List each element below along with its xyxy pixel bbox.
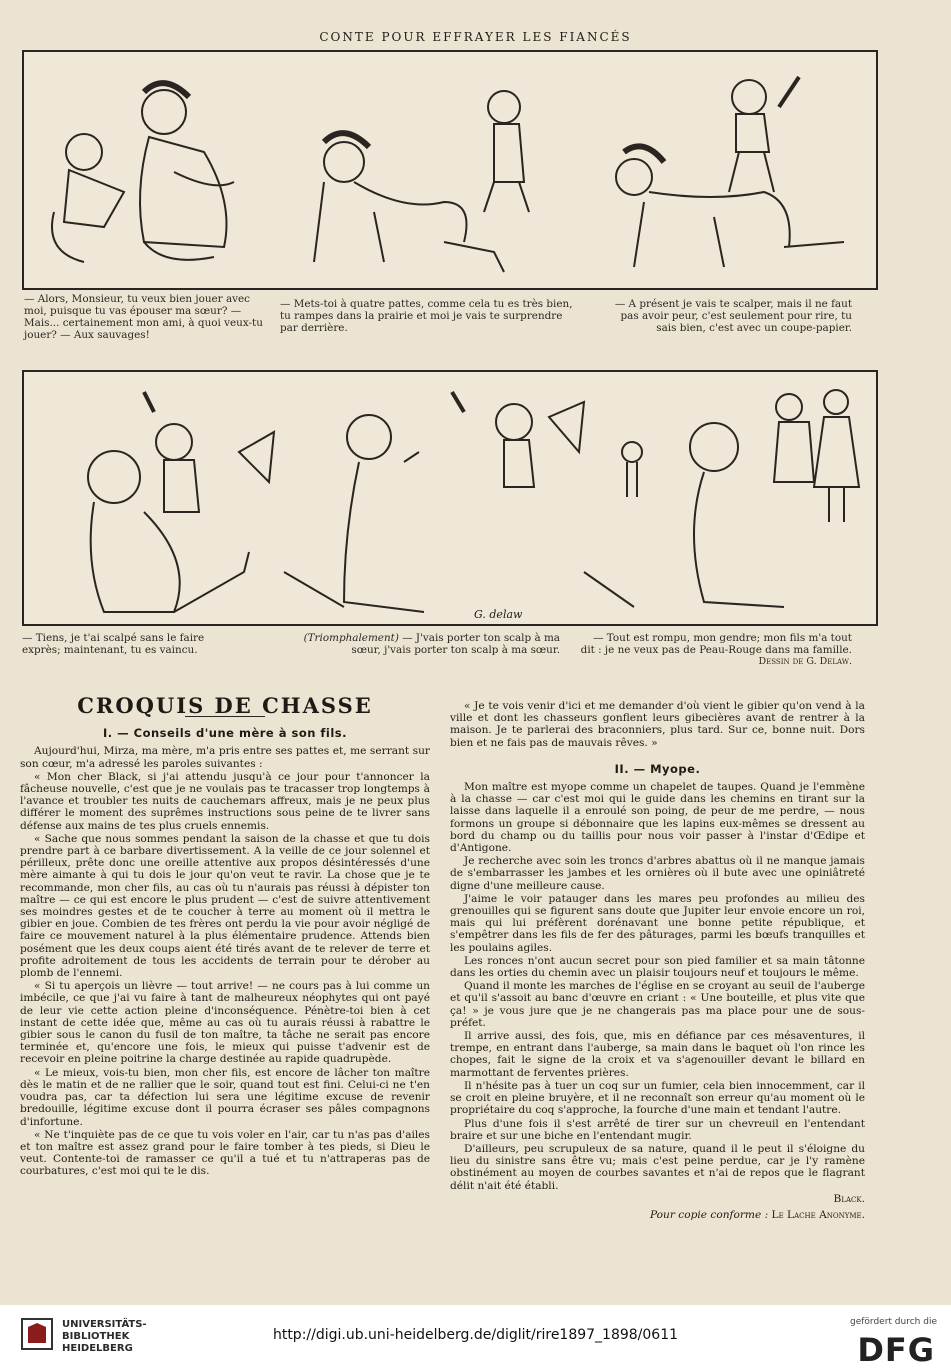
comic-panel-bottom (22, 370, 878, 626)
permalink-url[interactable]: http://digi.ub.uni-heidelberg.de/diglit/rire1897_1898/0611 (272, 1327, 679, 1343)
copy-conforme (450, 1209, 865, 1221)
paragraph: Mon maître est myope comme un chapelet de taupes. Quand je l'emmène à la chasse — car c'est moi qui le guide dans les chemins en tirant sur la laisse dans laquelle il a enroulé son poing, de peur de me perdre, — nous formons un groupe si débonnaire que les lapins eux-mêmes se dressent au bord du champ ou du taillis pour nous voir passer à l'instar d'Œdipe et d'Antigone. (450, 781, 865, 855)
caption-scene-5-stage-direction: (Triomphalement) (303, 632, 399, 644)
paragraph: Plus d'une fois il s'est arrêté de tirer sur un chevreuil en l'entendant braire et sur une biche en l'entendant mugir. (450, 1117, 865, 1142)
paragraph: « Le mieux, vois-tu bien, mon cher fils, est encore de lâcher ton maître dès le matin et de ne rallier que le soir, quand tout est fini. Celui-ci ne t'en voudra pas, car ta défection lui sera une légitime excuse de revenir bredouille, légitime excuse dont il pourra écraser ses pâles compagnons d'infortune. (20, 1066, 430, 1128)
copy-name: Le Lache Anonyme. (771, 1208, 865, 1221)
caption-scene-5 (280, 632, 560, 656)
paragraph: J'aime le voir patauger dans les mares peu profondes au milieu des grenouilles qui se figurent sans doute que Jupiter leur envoie encore un roi, mais qui lui préfèrent dorénavant une bonne petite république, et s'empêtrer dans les fils de fer des pâturages, parmi les bœufs tranquilles et les poulains agiles. (450, 892, 865, 954)
library-name-line: BIBLIOTHEK (62, 1331, 130, 1342)
paragraph: « Si tu aperçois un lièvre — tout arrive! — ne cours pas à lui comme un imbécile, ce que j'ai vu faire à tant de malheureux néophytes qui ont payé de leur vie cette action pleine d'inconséquence. Pénètre-toi bien à cet instant de cette idée que, même au cas où tu aurais réussi à rabattre le gibier sous le canon du fusil de ton maître, ta tâche ne serait pas encore terminée et, qu'encore une fois, le mieux qui puisse t'advenir est de recevoir en pleine poitrine la charge destinée au rapide quadrupède. (20, 980, 430, 1066)
caption-scene-1: — Alors, Monsieur, tu veux bien jouer avec moi, puisque tu vas épouser ma sœur? — Mais... certainement mon ami, à quoi veux-tu jouer? — Aux sauvages! (24, 293, 263, 341)
caption-scene-5-text: — J'vais porter ton scalp à ma sœur, j'vais porter ton scalp à ma sœur. (351, 632, 560, 656)
running-title: CONTE POUR EFFRAYER LES FIANCÉS (319, 30, 632, 44)
caption-scene-3: — A présent je vais te scalper, mais il ne faut pas avoir peur, c'est seulement pour rire, tu sais bien, c'est avec un coupe-papier. (614, 298, 852, 334)
footer-bar (0, 1305, 951, 1370)
article-signature: Black. (833, 1192, 865, 1205)
paragraph: « Sache que nous sommes pendant la saison de la chasse et que tu dois prendre part à ce barbare divertissement. A la veille de ce jour solennel et périlleux, prête donc une oreille attentive aux propos désintéressés d'une mère aimante à qui tu dois le jour qu'on veut te ravir. La chose que je te recommande, mon cher fils, au cas où tu n'aurais pas réussi à dépister ton maître — ce qui est encore le plus prudent — c'est de suivre attentivement ses moindres gestes et de te coucher à terre au moment où il mettra le gibier en joue. Combien de tes frères ont perdu la vie pour avoir négligé de faire ce mouvement naturel à la plus élémentaire prudence. Attends bien posément que les deux coups aient été tirés avant de te relever de terre et profite adroitement de tous les accidents de terrain pour te dérober au plomb de l'ennemi. (20, 832, 430, 980)
caption-scene-4: — Tiens, je t'ai scalpé sans le faire exprès; maintenant, tu es vaincu. (22, 632, 205, 656)
paragraph: Il arrive aussi, des fois, que, mis en défiance par ces mésaventures, il trempe, en entrant dans l'auberge, sa main dans le baquet où l'on rince les chopes, fait le signe de la croix et va s'agenouiller devant le billard en marmottant de ferventes prières. (450, 1030, 865, 1079)
funding-note: gefördert durch die (850, 1317, 937, 1327)
paragraph: Je recherche avec soin les troncs d'arbres abattus où il ne manque jamais de s'embarrasser les jambes et les ornières où il bute avec une opiniâtreté digne d'une meilleure cause. (450, 855, 865, 892)
caption-scene-2: — Mets-toi à quatre pattes, comme cela tu es très bien, tu rampes dans la prairie et moi je vais te surprendre par derrière. (280, 298, 573, 334)
caption-scene-6 (580, 632, 852, 668)
comic-panel-top (22, 50, 878, 290)
paragraph: Les ronces n'ont aucun secret pour son pied familier et sa main tâtonne dans les orties du chemin avec un plaisir toujours neuf et toujours le même. (450, 954, 865, 980)
paragraph: « Mon cher Black, si j'ai attendu jusqu'à ce jour pour t'annoncer la fâcheuse nouvelle, c'est que je ne voulais pas te tracasser trop longtemps à l'avance et troubler tes nuits de cauchemars affreux, mais je ne peux plus différer le moment des suprêmes instructions sous peine de te livrer sans défense aux mains de tes plus cruels ennemis. (20, 770, 430, 832)
library-name-line: UNIVERSITÄTS- (62, 1319, 147, 1330)
paragraph: Il n'hésite pas à tuer un coq sur un fumier, cela bien innocemment, car il se croit en pleine bruyère, et il ne reconnaît son erreur qu'au moment où le propriétaire du coq s'approche, la fourche d'une main et tendant l'autre. (450, 1079, 865, 1117)
artist-signature-in-drawing: G. delaw (474, 608, 523, 621)
drawing-credit: Dessin de G. Delaw. (758, 656, 852, 667)
copy-prefix: Pour copie conforme : (649, 1208, 769, 1221)
part2-heading: II. — Myope. (614, 761, 701, 776)
caption-scene-6-text: — Tout est rompu, mon gendre; mon fils m'a tout dit : je ne veux pas de Peau-Rouge dans ma famille. (580, 632, 852, 656)
library-name-line: HEIDELBERG (62, 1343, 133, 1354)
paragraph: « Je te vois venir d'ici et me demander d'où vient le gibier qu'on vend à la ville et dont les chasseurs gonflent leurs gibecières avant de rentrer à la maison. Je te parlerai des braconniers, plus tard. Sur ce, bonne nuit. Dors bien et ne fais pas de mauvais rêves. » (450, 700, 865, 749)
paragraph: Aujourd'hui, Mirza, ma mère, m'a pris entre ses pattes et, me serrant sur son cœur, m'a adressé les paroles suivantes : (20, 745, 430, 770)
part1-heading: I. — Conseils d'une mère à son fils. (102, 726, 348, 741)
comic-drawing-top (24, 52, 876, 288)
paragraph: « Ne t'inquiète pas de ce que tu vois voler en l'air, car tu n'as pas d'ailes et ton maître est assez grand pour le faire tomber à tes pieds, si Dieu le veut. Contente-toi de ramasser ce qu'il a tué et tu n'attraperas pas de courbatures, c'est moi qui te le dis. (20, 1128, 430, 1178)
article-column-left (20, 693, 430, 1179)
article-column-right (450, 700, 865, 1221)
paragraph: D'ailleurs, peu scrupuleux de sa nature, quand il le peut il s'éloigne du lieu du sinistre sans être vu; mais c'est peine perdue, car je l'y ramène obstinément au moyen de courbes savantes et n'ai de repos que le flagrant délit n'ait été établi. (450, 1142, 865, 1192)
paragraph: Quand il monte les marches de l'église en se croyant au seuil de l'auberge et qu'il s'assoit au banc d'œuvre en criant : « Une bouteille, et plus vite que ça! » je vous jure que je ne changerais pas ma place pour une de sous-préfet. (450, 980, 865, 1029)
comic-drawing-bottom (24, 372, 876, 624)
dfg-logo: DFG (857, 1331, 935, 1369)
article-title: CROQUIS DE CHASSE (77, 693, 373, 718)
